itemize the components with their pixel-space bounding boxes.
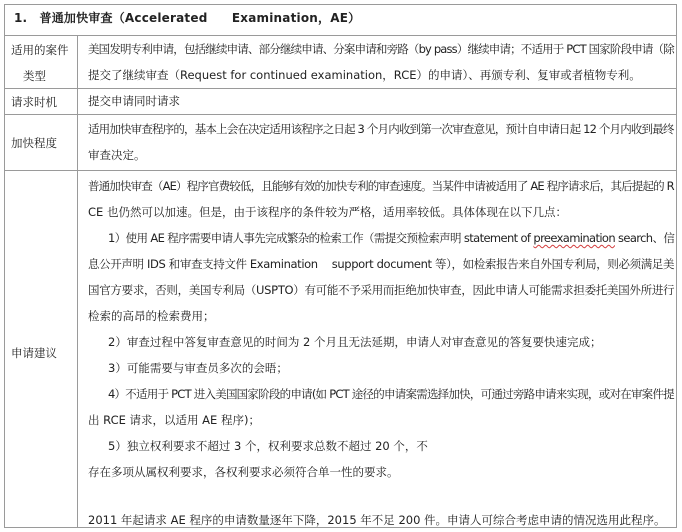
row-divider: [5, 35, 676, 36]
item1-line2-a: 息公开声明 IDS 和审查支持文件 Examination: [88, 257, 318, 271]
ae-table: [4, 4, 677, 528]
advice-item1-line2: [88, 256, 674, 272]
advice-intro-line2: CE 也仍然可以加速。但是，由于该程序的条件较为严格，适用率较低。具体体现在以下几点：: [88, 205, 567, 219]
scope-label-line2: 类型: [23, 69, 46, 83]
scope-text-line1: 美国发明专利申请，包括继续申请、部分继续申请、分案申请和旁路（by pass）继续申请；不适用于 PCT 国家阶段申请（除: [88, 42, 674, 56]
scope-text-line2: 提交了继续审查（Request for continued examination，RCE）的申请）、再颁专利、复审或者植物专利。: [88, 68, 641, 82]
speed-text-line1: 适用加快审查程序的，基本上会在决定适用该程序之日起 3 个月内收到第一次审查意见，预计自申请日起 12 个月内收到最终: [88, 122, 674, 136]
row-divider: [5, 114, 676, 115]
advice-item4-line1: 4）不适用于 PCT 进入美国国家阶段的申请(如 PCT 途径的申请案需选择加快，可通过旁路申请来实现，或对在审案件提: [108, 387, 674, 401]
advice-intro-line1: 普通加快审查（AE）程序官费较低，且能够有效的加快专利的审查速度。当某件申请被适用了 AE 程序请求后，其后提起的 R: [88, 179, 674, 193]
speed-label: 加快程度: [11, 136, 57, 150]
advice-item4-line2: 出 RCE 请求，以适用 AE 程序)；: [88, 413, 260, 427]
spellcheck-word: preexamination: [533, 231, 615, 245]
advice-item1-line3: 国官方要求，否则，美国专利局（USPTO）有可能不予采用而拒绝加快审查，因此申请人可能需求担委托美国外所进行: [88, 283, 675, 297]
timing-text: 提交申请同时请求: [88, 94, 180, 108]
advice-item5-line1: 5）独立权利要求不超过 3 个，权利要求总数不超过 20 个，不: [108, 439, 428, 453]
advice-item5-line2: 存在多项从属权利要求，各权利要求必须符合单一性的要求。: [88, 465, 399, 479]
item1-line2-b: support document 等），如检索报告来自外国专利局，则必须满足美: [331, 257, 675, 271]
section-title: 1. 普通加快审查（Accelerated Examination，AE）: [14, 11, 361, 25]
advice-label: 申请建议: [11, 346, 57, 360]
item1-text-a: 1）使用 AE 程序需要申请人事先完成繁杂的检索工作（需提交预检索声明 statement of: [108, 231, 534, 245]
advice-stats: 2011 年起请求 AE 程序的申请数量逐年下降，2015 年不足 200 件。申请人可综合考虑申请的情况选用此程序。: [88, 513, 666, 527]
advice-item1-line1: [108, 230, 674, 246]
column-divider: [77, 35, 78, 527]
advice-item3: 3）可能需要与审查员多次的会晤；: [108, 361, 288, 375]
item1-text-b: search、信: [614, 231, 675, 245]
table-border-top: [5, 4, 676, 5]
row-divider: [5, 170, 676, 171]
advice-item1-line4: 检索的高昂的检索费用；: [88, 309, 215, 323]
advice-item2: 2）审查过程中答复审查意见的时间为 2 个月且无法延期，申请人对审查意见的答复要快速完成；: [108, 335, 602, 349]
scope-label-line1: 适用的案件: [11, 43, 69, 57]
speed-text-line2: 审查决定。: [88, 148, 146, 162]
timing-label: 请求时机: [11, 95, 57, 109]
row-divider: [5, 88, 676, 89]
